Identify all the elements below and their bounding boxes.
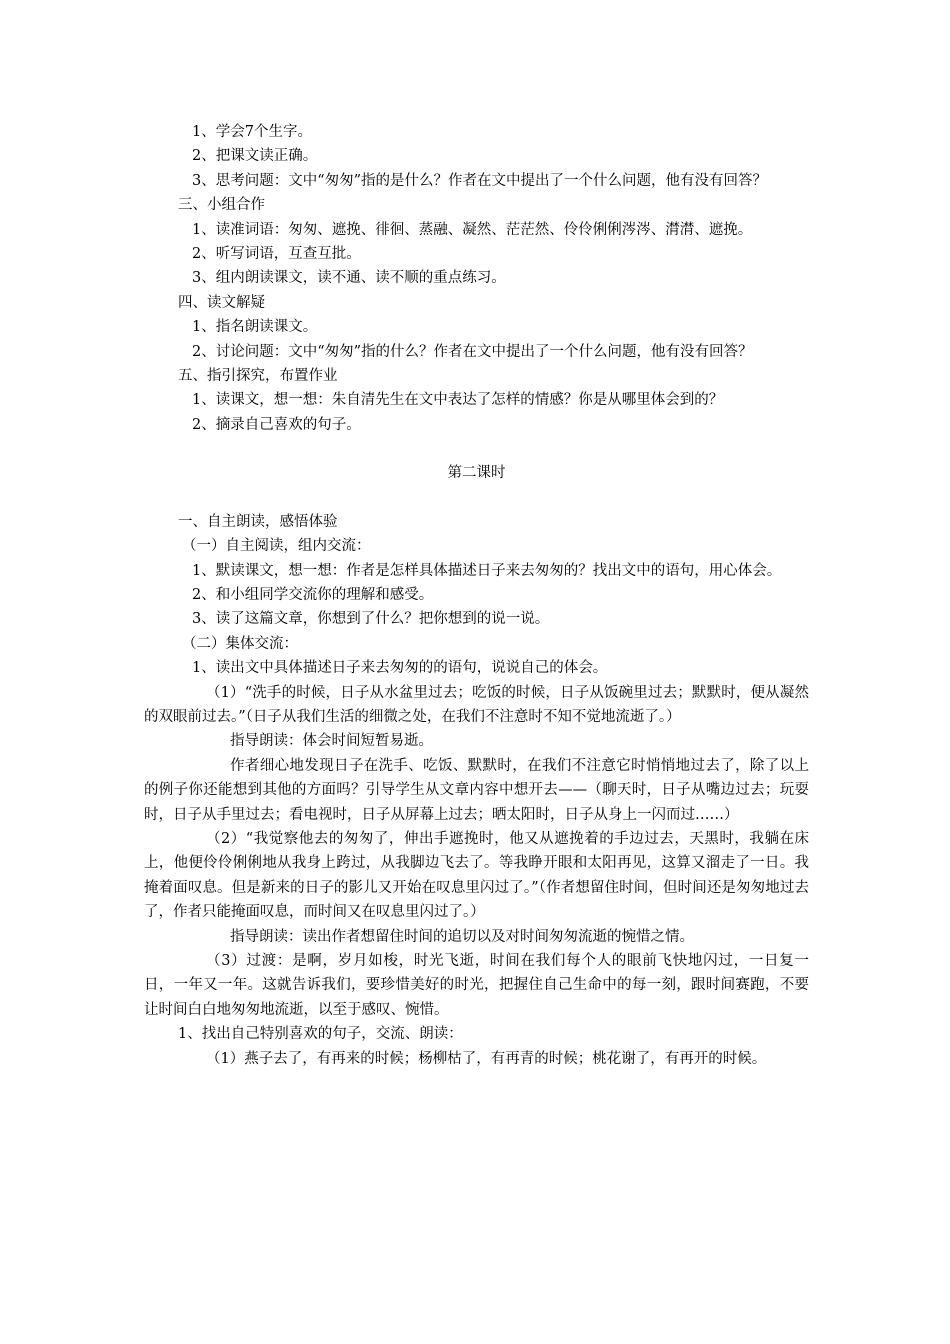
line-8: 2、讨论问题：文中“匆匆”指的什么？作者在文中提出了一个什么问题，他有没有回答？	[192, 343, 753, 360]
line-2: 2、把课文读正确。	[192, 148, 318, 165]
line-5: 2、听写词语，互查互批。	[192, 246, 361, 263]
line-1: 1、学会7个生字。	[192, 124, 312, 140]
line-14: 1、读出文中具体描述日子来去匆匆的的语句，说说自己的体会。	[192, 660, 608, 677]
line-22: （1）燕子去了，有再来的时候；杨柳枯了，有再青的时候；桃花谢了，有再开的时候。	[206, 1050, 767, 1067]
heading-6: 一、自主朗读，感悟体验	[178, 513, 338, 530]
line-18: （2）“我觉察他去的匆匆了，伸出手遮挽时，他又从遮挽着的手边过去，天黑时，我躺在床上，他便伶伶俐俐地从我身上跨过，从我脚边飞去了。等我睁开眼和太阳再见，这算又溜走了一日。我掩着面叹息。但是新来的日子的影儿又开始在叹息里闪过了。”（作者想留住时间，但时间还是匆匆地过去了，作者只能掩面叹息，而时间又在叹息里闪过了。）	[144, 830, 809, 921]
line-4: 1、读准词语：匆匆、遮挽、徘徊、蒸融、凝然、茫茫然、伶伶俐俐涔涔、潸潸、遮挽。	[192, 221, 753, 238]
line-16: 指导朗读：体会时间短暂易逝。	[230, 733, 433, 750]
line-7: 1、指名朗读课文。	[192, 319, 318, 336]
heading-3: 三、小组合作	[178, 197, 265, 214]
line-13: 3、读了这篇文章，你想到了什么？把你想到的说一说。	[192, 611, 550, 628]
subheading-2: （二）集体交流：	[182, 635, 298, 652]
line-3: 3、思考问题：文中“匆匆”指的是什么？作者在文中提出了一个什么问题，他有没有回答？	[192, 172, 768, 189]
line-21: 1、找出自己特别喜欢的句子，交流、朗读：	[178, 1026, 463, 1043]
line-20: （3）过渡：是啊，岁月如梭，时光飞逝，时间在我们每个人的眼前飞快地闪过，一日复一日，一年又一年。这就告诉我们，要珍惜美好的时光，把握住自己生命中的每一刻，跟时间赛跑，不要让时间白白地匆匆地流逝，以至于感叹、惋惜。	[144, 953, 809, 1018]
subheading-1: （一）自主阅读，组内交流：	[182, 538, 371, 555]
line-19: 指导朗读：读出作者想留住时间的追切以及对时间匆匆流逝的惋惜之情。	[230, 928, 694, 945]
line-10: 2、摘录自己喜欢的句子。	[192, 416, 361, 433]
line-11: 1、默读课文，想一想：作者是怎样具体描述日子来去匆匆的？找出文中的语句，用心体会。	[192, 562, 782, 579]
line-15: （1）“洗手的时候，日子从水盆里过去；吃饭的时候，日子从饭碗里过去；默默时，便从凝然的双眼前过去。”（日子从我们生活的细微之处，在我们不注意时不知不觉地流逝了。）	[144, 684, 809, 725]
section-title: 第二课时	[447, 465, 506, 482]
line-6: 3、组内朗读课文，读不通、读不顺的重点练习。	[192, 270, 506, 287]
line-17: 作者细心地发现日子在洗手、吃饭、默默时，在我们不注意它时悄悄地过去了，除了以上的例子你还能想到其他的方面吗？引导学生从文章内容中想开去——（聊天时，日子从嘴边过去；玩耍时，日子从手里过去；看电视时，日子从屏幕上过去；晒太阳时，日子从身上一闪而过……）	[144, 757, 809, 823]
line-12: 2、和小组同学交流你的理解和感受。	[192, 586, 434, 603]
document-page	[144, 120, 809, 1071]
heading-5: 五、指引探究，布置作业	[178, 368, 338, 385]
heading-4: 四、读文解疑	[178, 294, 265, 311]
line-9: 1、读课文，想一想：朱自清先生在文中表达了怎样的情感？你是从哪里体会到的？	[192, 392, 724, 409]
